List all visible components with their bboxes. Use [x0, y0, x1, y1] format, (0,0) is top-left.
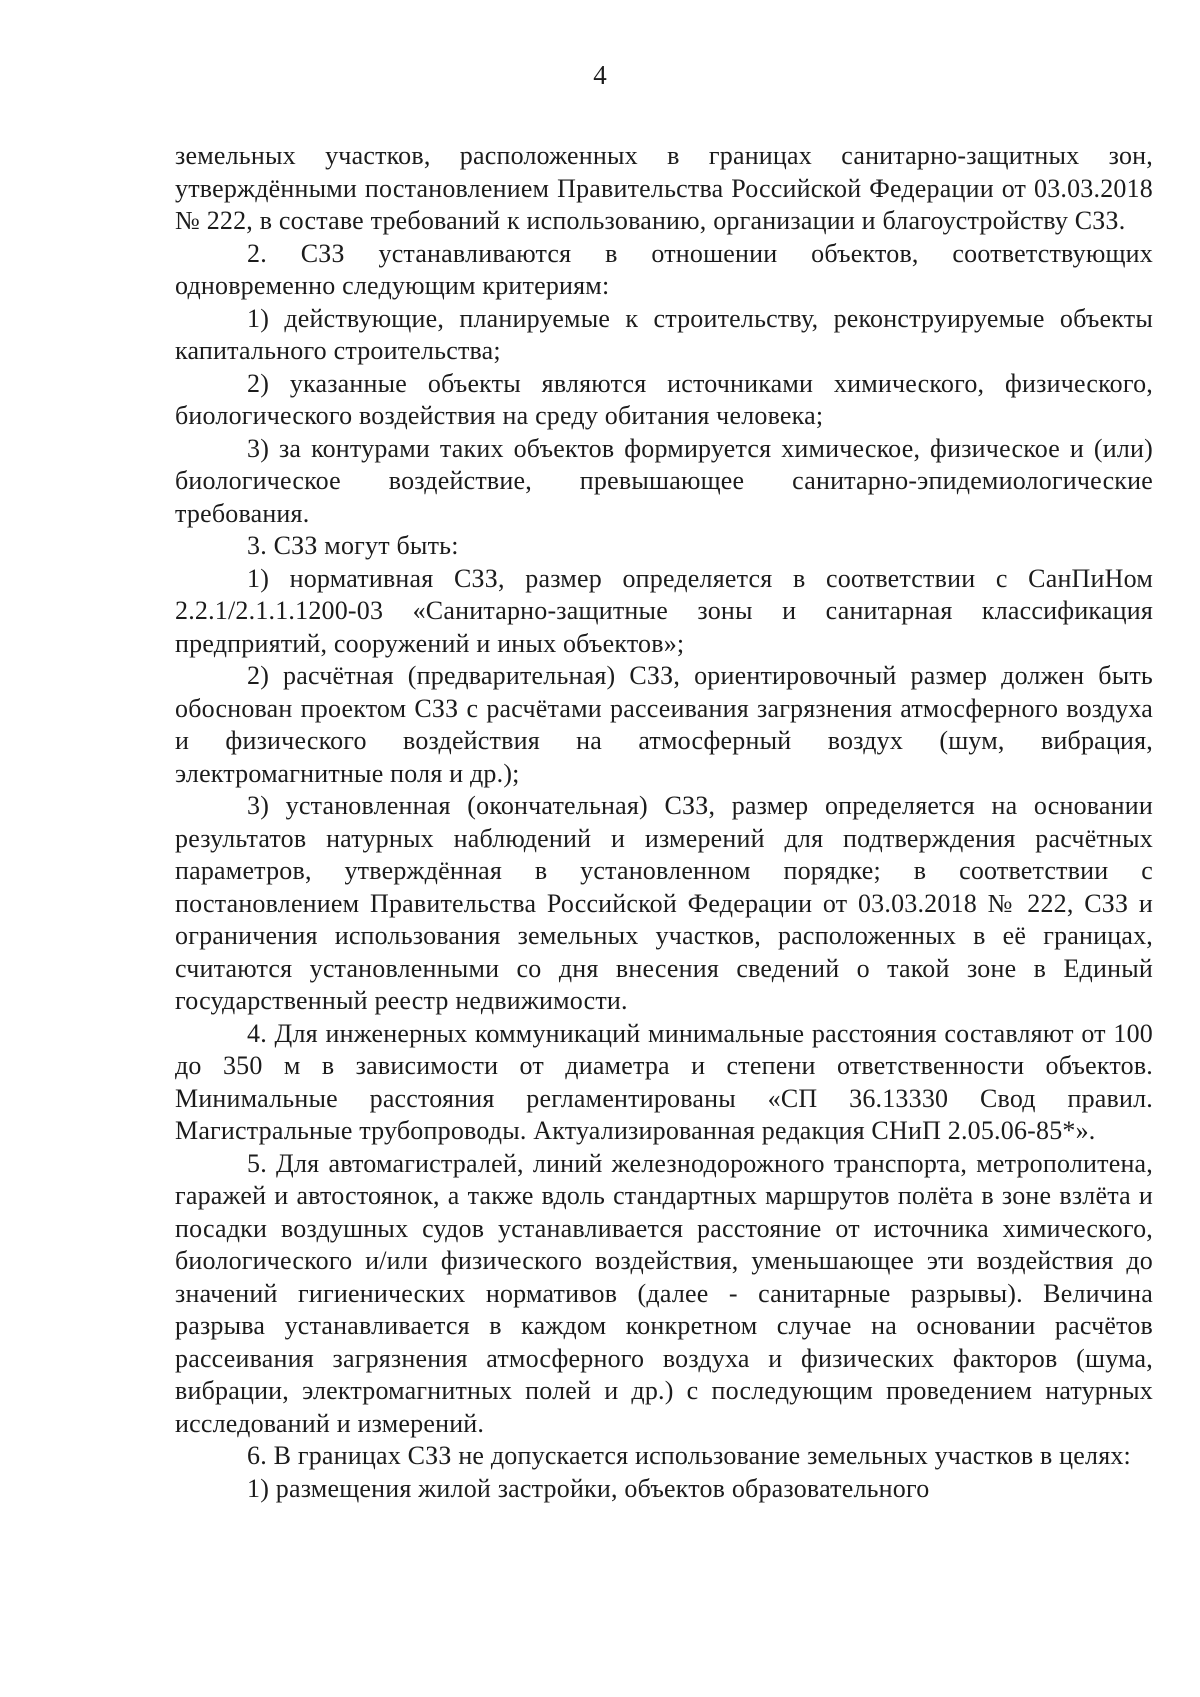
paragraph: 4. Для инженерных коммуникаций минимальные расстояния составляют от 100 до 350 м в зависимости от диаметра и степени ответственности объектов. Минимальные расстояния регламентированы «СП 36.13330 Свод правил. Магистральные трубопроводы. Актуализированная редакция СНиП 2.05.06-85*».: [175, 1018, 1153, 1145]
list-item: 1) размещения жилой застройки, объектов образовательного: [247, 1473, 930, 1503]
list-item: 2) расчётная (предварительная) СЗЗ, ориентировочный размер должен быть обоснован проектом СЗЗ с расчётами рассеивания загрязнения атмосферного воздуха и физического воздействия на атмосферный воздух (шум, вибрация, электромагнитные поля и др.);: [175, 661, 1153, 788]
paragraph: 5. Для автомагистралей, линий железнодорожного транспорта, метрополитена, гаражей и автостоянок, а также вдоль стандартных маршрутов полёта в зоне взлёта и посадки воздушных судов устанавливается расстояние от источника химического, биологического и/или физического воздействия, уменьшающее эти воздействия до значений гигиенических нормативов (далее - санитарные разрывы). Величина разрыва устанавливается в каждом конкретном случае на основании расчётов рассеивания загрязнения атмосферного воздуха и физических факторов (шума, вибрации, электромагнитных полей и др.) с последующим проведением натурных исследований и измерений.: [175, 1148, 1153, 1438]
paragraph: 2. СЗЗ устанавливаются в отношении объектов, соответствующих одновременно следующим критериям:: [175, 238, 1153, 300]
list-item: 3) установленная (окончательная) СЗЗ, размер определяется на основании результатов натурных наблюдений и измерений для подтверждения расчётных параметров, утверждённая в установленном порядке; в соответствии с постановлением Правительства Российской Федерации от 03.03.2018 № 222, СЗЗ и ограничения использования земельных участков, расположенных в её границах, считаются установленными со дня внесения сведений о такой зоне в Единый государственный реестр недвижимости.: [175, 791, 1153, 1015]
paragraph: 3. СЗЗ могут быть:: [247, 531, 459, 560]
page-number: 4: [593, 60, 607, 90]
document-body: [175, 140, 1153, 1505]
list-item: 2) указанные объекты являются источниками химического, физического, биологического воздействия на среду обитания человека;: [175, 368, 1153, 430]
paragraph: земельных участков, расположенных в границах санитарно-защитных зон, утверждёнными постановлением Правительства Российской Федерации от 03.03.2018 № 222, в составе требований к использованию, организации и благоустройству СЗЗ.: [175, 141, 1153, 235]
list-item: 3) за контурами таких объектов формируется химическое, физическое и (или) биологическое воздействие, превышающее санитарно-эпидемиологические требования.: [175, 433, 1153, 528]
paragraph: 6. В границах СЗЗ не допускается использование земельных участков в целях:: [247, 1441, 1131, 1470]
list-item: 1) действующие, планируемые к строительству, реконструируемые объекты капитального строительства;: [175, 303, 1153, 365]
list-item: 1) нормативная СЗЗ, размер определяется в соответствии с СанПиНом 2.2.1/2.1.1.1200-03 «Санитарно-защитные зоны и санитарная классификация предприятий, сооружений и иных объектов»;: [175, 563, 1153, 658]
